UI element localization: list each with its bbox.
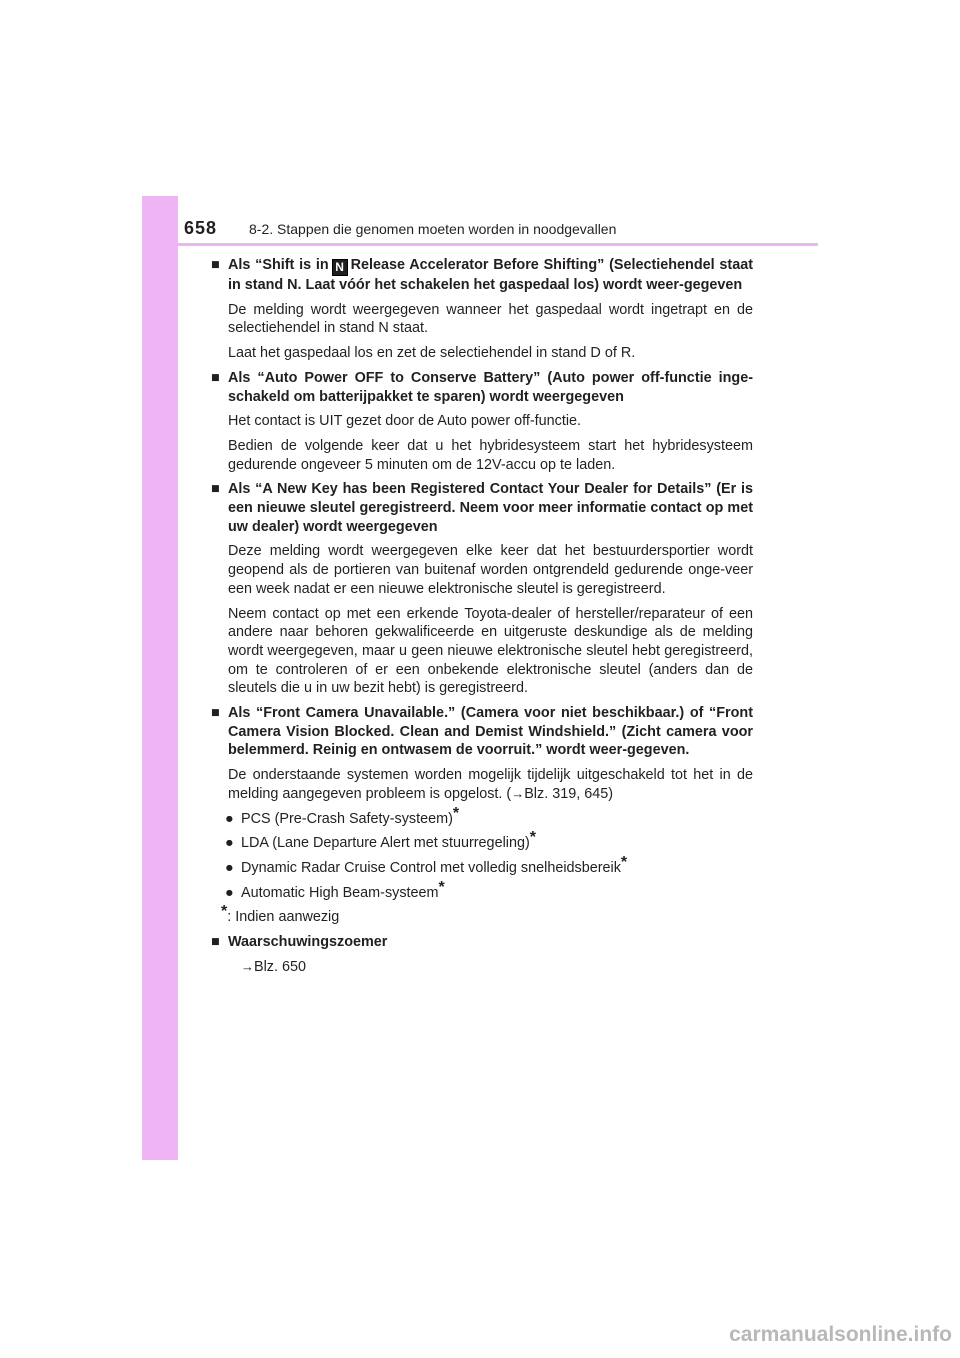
asterisk-icon: *	[529, 829, 536, 847]
page-reference-link[interactable]: Blz. 319, 645)	[524, 785, 613, 802]
paragraph	[211, 766, 753, 803]
list-item-text: LDA (Lane Departure Alert met stuurregeling)	[241, 835, 530, 852]
heading-text-pre: Als “Shift is in	[228, 257, 329, 273]
paragraph: Neem contact op met een erkende Toyota-dealer of hersteller/reparateur of een andere naar behoren gekwalificeerde en uitgeruste deskundige als de melding wordt weergegeven, maar u geen nieuwe elektronische sleutel hebt geregistreerd, om te controleren of er een onbekende elektronische sleutel (anders dan de sleutels die u in uw bezit hebt) is geregistreerd.	[228, 605, 753, 697]
asterisk-icon: *	[620, 853, 628, 871]
watermark-text: carmanualsonline.info	[729, 1323, 952, 1346]
heading-text-post: Release Accelerator Before Shifting” (Selectiehendel staat in stand N. Laat vóór het schakelen het gaspedaal los) wordt weer-gegeven	[228, 257, 753, 293]
list-item	[211, 853, 753, 878]
shift-n-indicator-icon: N	[332, 259, 348, 276]
heading-text: Waarschuwingszoemer	[228, 934, 388, 951]
bullet-icon: ●	[225, 884, 234, 901]
bullet-icon: ●	[225, 810, 234, 827]
paragraph: Het contact is UIT gezet door de Auto power off-functie.	[228, 413, 582, 430]
list-item	[211, 878, 753, 903]
list-item-text: PCS (Pre-Crash Safety-systeem)	[241, 810, 453, 827]
page-reference	[211, 958, 753, 977]
section-title: 8-2. Stappen die genomen moeten worden in noodgevallen	[249, 221, 617, 237]
asterisk-icon: *	[221, 903, 228, 921]
paragraph: De melding wordt weergegeven wanneer het gaspedaal wordt ingetrapt en de selectiehendel in stand N staat.	[228, 301, 753, 337]
list-item-text: Automatic High Beam-systeem	[241, 884, 439, 901]
list-item	[211, 804, 753, 829]
paragraph-text: De onderstaande systemen worden mogelijk tijdelijk uitgeschakeld tot het in de melding aangegeven probleem is opgelost. (	[228, 767, 753, 802]
page-reference-link[interactable]: Blz. 650	[254, 958, 306, 975]
footnote	[211, 903, 753, 927]
list-item	[211, 829, 753, 853]
section-heading-shift-in-n	[211, 256, 753, 295]
bullet-icon: ●	[225, 859, 234, 876]
square-bullet-icon: ■	[211, 934, 220, 951]
heading-text: Als “A New Key has been Registered Contact Your Dealer for Details” (Er is een nieuwe sleutel geregistreerd. Neem voor meer informatie contact op met uw dealer) wordt weergegeven	[228, 481, 753, 535]
list-item-text: Dynamic Radar Cruise Control met volledig snelheidsbereik	[241, 859, 621, 876]
paragraph: Laat het gaspedaal los en zet de selectiehendel in stand D of R.	[228, 345, 636, 362]
square-bullet-icon: ■	[211, 705, 220, 722]
arrow-icon: →	[511, 785, 525, 801]
section-heading-new-key	[211, 480, 753, 536]
arrow-icon: →	[241, 958, 254, 974]
heading-text: Als “Auto Power OFF to Conserve Battery” (Auto power off-functie inge-schakeld om batterijpakket te sparen) wordt weergegeven	[228, 369, 753, 405]
section-heading-auto-power-off	[211, 369, 753, 406]
header-rule	[178, 243, 818, 246]
asterisk-icon: *	[438, 878, 445, 896]
page-content	[211, 250, 753, 977]
chapter-sidebar-tab	[142, 196, 178, 1160]
page-number: 658	[184, 218, 218, 238]
section-heading-warning-buzzer	[211, 933, 753, 952]
heading-text: Als “Front Camera Unavailable.” (Camera voor niet beschikbaar.) of “Front Camera Vision Blocked. Clean and Demist Windshield.” (Zicht camera voor belemmerd. Reinig en ontwasem de voorruit.” wordt weer-gegeven.	[228, 705, 753, 759]
footnote-text: : Indien aanwezig	[227, 909, 340, 926]
square-bullet-icon: ■	[211, 481, 220, 498]
asterisk-icon: *	[452, 804, 460, 822]
bullet-icon: ●	[225, 835, 234, 852]
square-bullet-icon: ■	[211, 369, 220, 386]
paragraph: Bedien de volgende keer dat u het hybridesysteem start het hybridesysteem gedurende ongeveer 5 minuten om de 12V-accu op te laden.	[228, 437, 753, 473]
paragraph: Deze melding wordt weergegeven elke keer dat het bestuurdersportier wordt geopend als de portieren van buitenaf worden ontgrendeld gedurende onge-veer een week nadat er een nieuwe elektronische sleutel is geregistreerd.	[228, 543, 753, 597]
section-heading-front-camera	[211, 704, 753, 760]
square-bullet-icon: ■	[211, 257, 220, 273]
